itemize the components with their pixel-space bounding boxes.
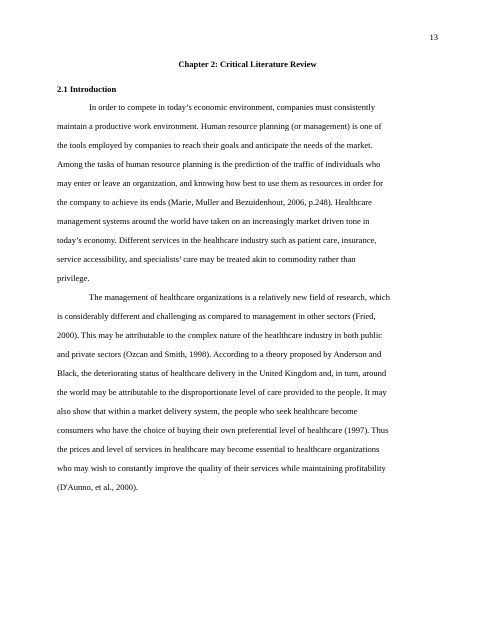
paragraph-1-line: the company to achieve its ends (Marie, Muller and Bezuidenhout, 2006, p.248). Healthcare xyxy=(57,197,372,207)
paragraph-2-line: 2000). This may be attributable to the complex nature of the heatlthcare industry in both public xyxy=(57,330,383,340)
paragraph-1-line: may enter or leave an organization, and knowing how best to use them as resources in order for xyxy=(57,178,383,188)
paragraph-1-line: In order to compete in today’s economic environment, companies must consistently xyxy=(89,102,376,112)
chapter-title: Chapter 2: Critical Literature Review xyxy=(178,59,317,69)
page-number: 13 xyxy=(429,32,438,42)
paragraph-1-line: Among the tasks of human resource planning is the prediction of the traffic of individuals who xyxy=(57,159,381,169)
paragraph-1-line: maintain a productive work environment. Human resource planning (or management) is one of xyxy=(57,121,382,131)
paragraph-2-line: (D'Aunno, et al., 2000). xyxy=(57,482,139,492)
section-heading: 2.1 Introduction xyxy=(57,84,117,94)
paragraph-1-line: privilege. xyxy=(57,273,90,283)
paragraph-2-line: The management of healthcare organizations is a relatively new field of research, which xyxy=(89,292,390,302)
paragraph-2-line: Black, the deteriorating status of healthcare delivery in the United Kingdom and, in turn, around xyxy=(57,368,387,378)
paragraph-2-line: who may wish to constantly improve the quality of their services while maintaining profitability xyxy=(57,463,386,473)
paragraph-2-line: the world may be attributable to the disproportionate level of care provided to the people. It may xyxy=(57,387,387,397)
paragraph-1-line: the tools employed by companies to reach their goals and anticipate the needs of the market. xyxy=(57,140,373,150)
paragraph-2-line: consumers who have the choice of buying their own preferential level of healthcare (1997). Thus xyxy=(57,425,389,435)
paragraph-2-line: is considerably different and challenging as compared to management in other sectors (Fried, xyxy=(57,311,376,321)
paragraph-1-line: service accessibility, and specialists’ care may be treated akin to commodity rather than xyxy=(57,254,356,264)
body-text xyxy=(57,98,438,497)
paragraph-1-line: today’s economy. Different services in the healthcare industry such as patient care, insurance, xyxy=(57,235,377,245)
paragraph-2-line: and private sectors (Ozcan and Smith, 1998). According to a theory proposed by Anderson and xyxy=(57,349,382,359)
paragraph-2-line: also show that within a market delivery system, the people who seek healthcare become xyxy=(57,406,358,416)
paragraph-2-line: the prices and level of services in healthcare may become essential to healthcare organizations xyxy=(57,444,380,454)
paragraph-1-line: management systems around the world have taken on an increasingly market driven tone in xyxy=(57,216,370,226)
